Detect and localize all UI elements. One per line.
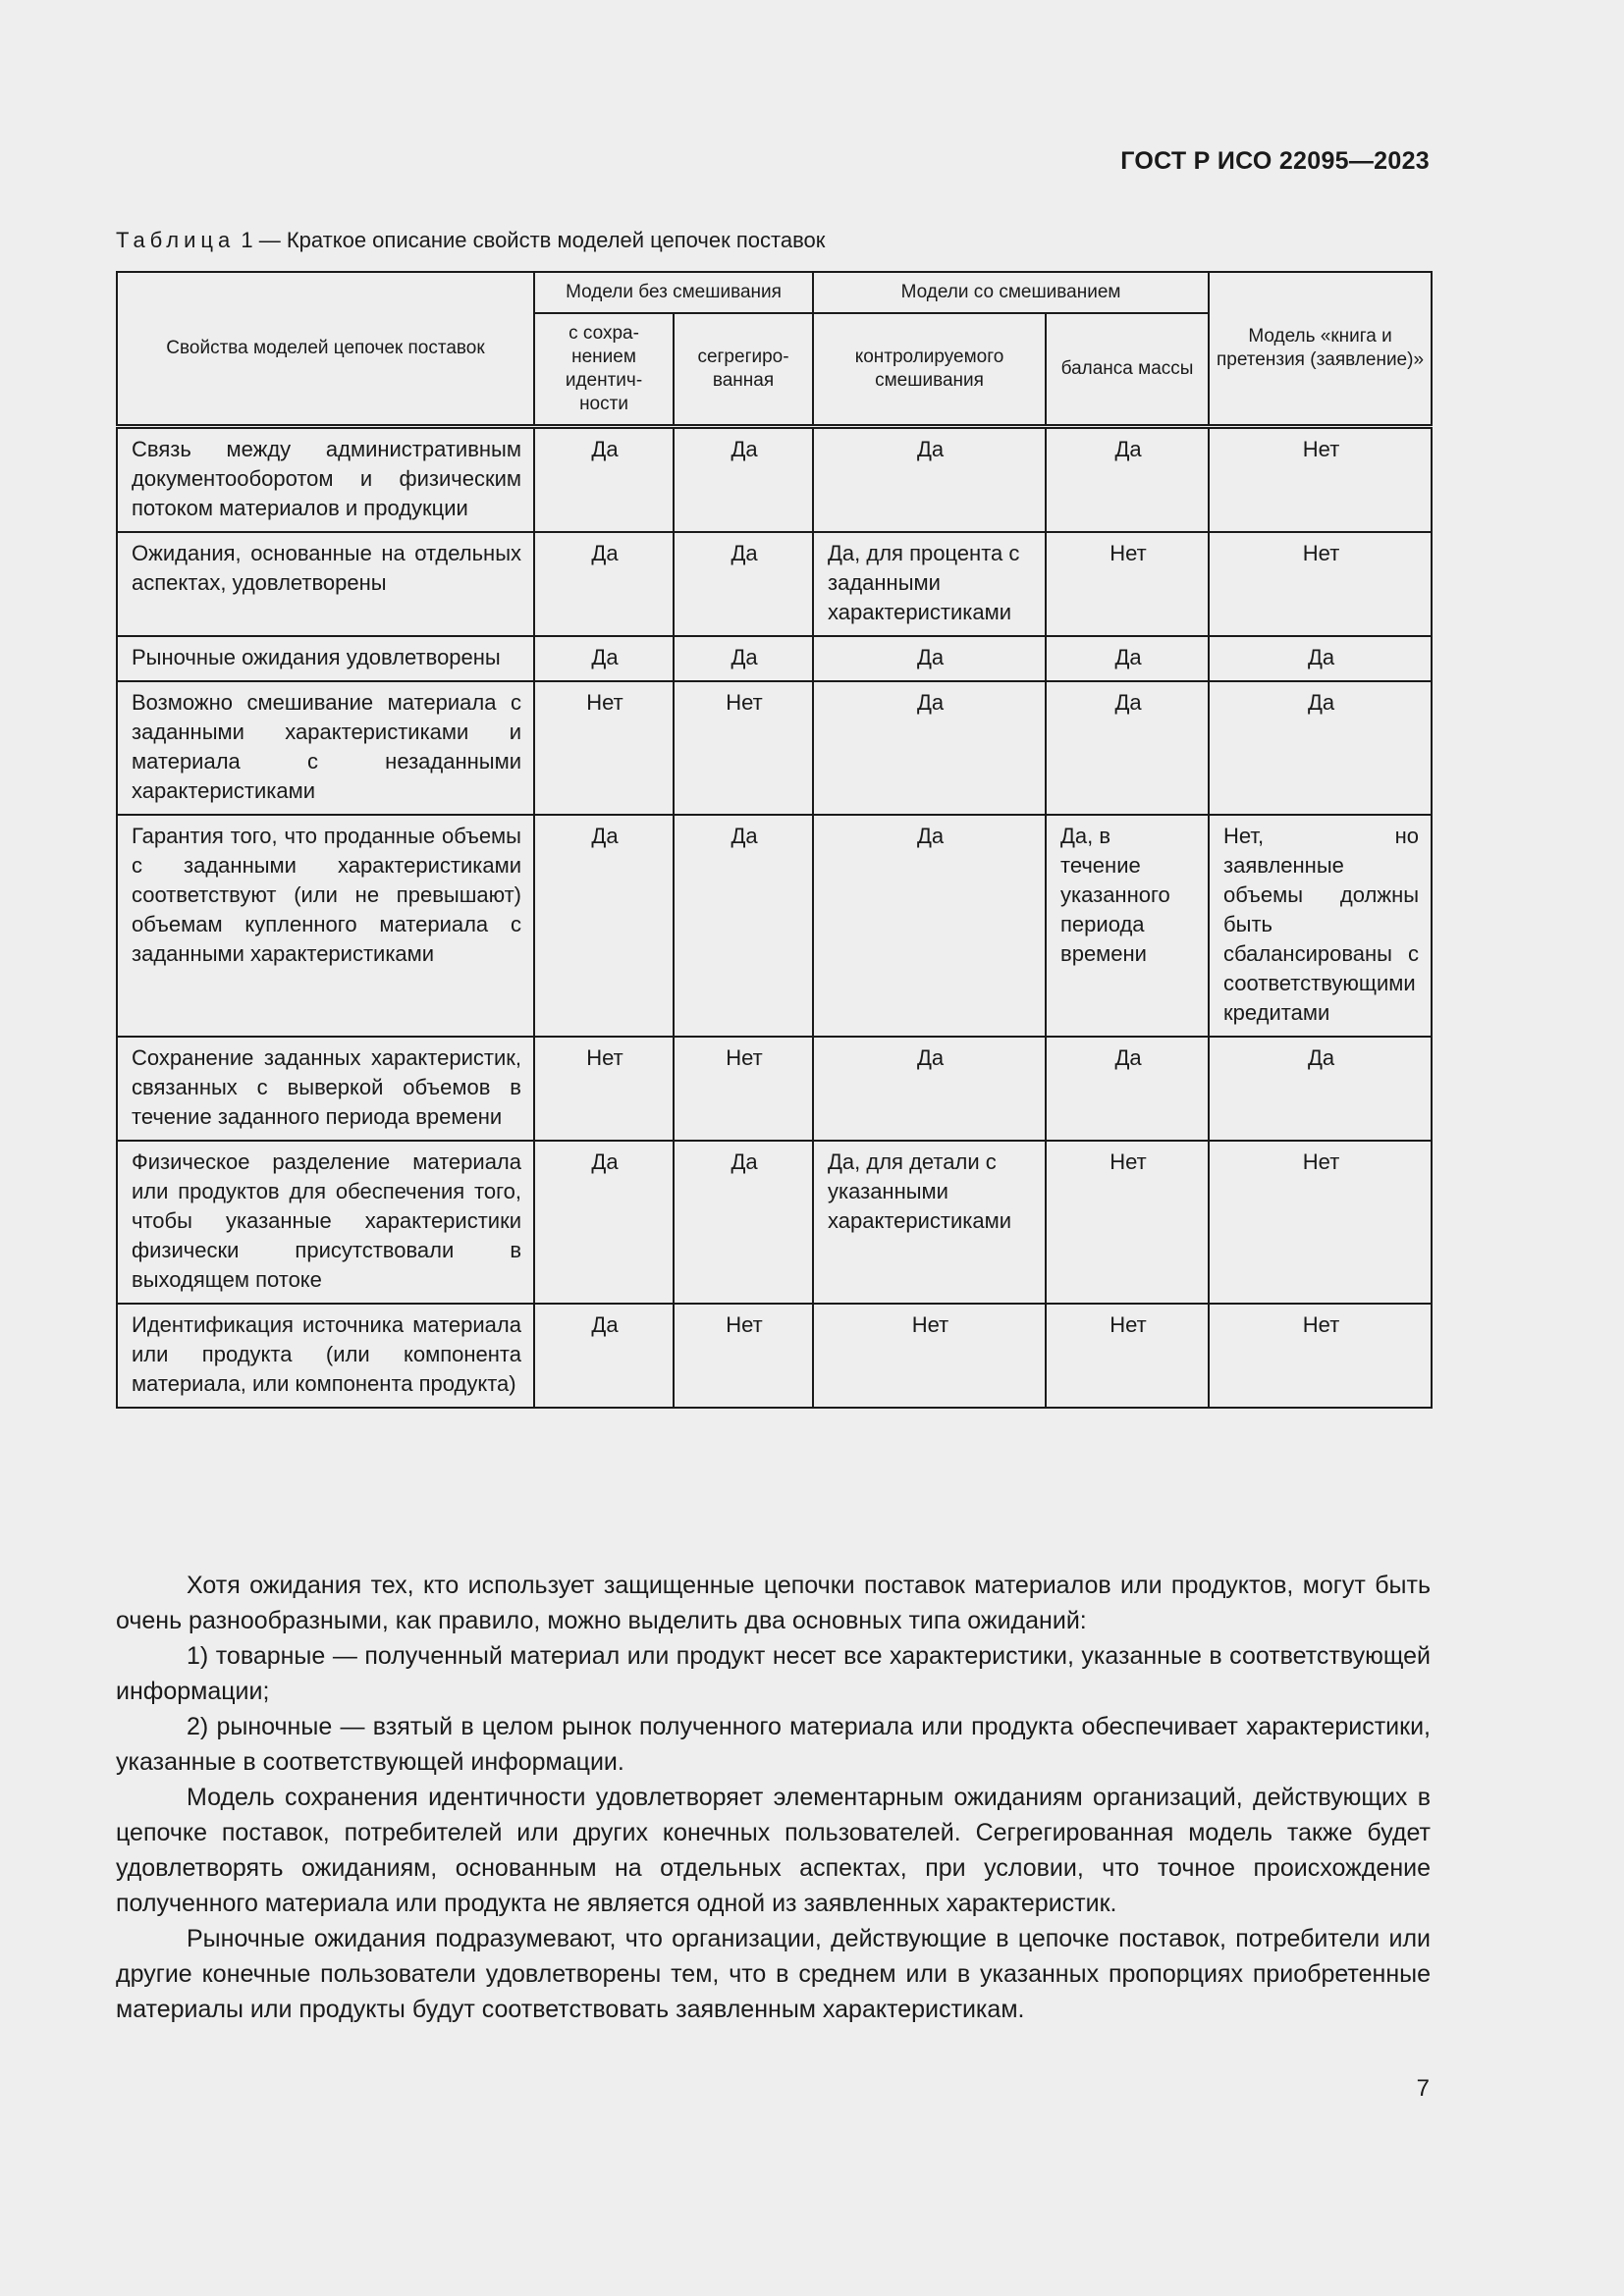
table-caption [116, 228, 825, 253]
cell-value: Да [1209, 681, 1432, 815]
cell-value: Да [1209, 1037, 1432, 1141]
table-row [117, 815, 1432, 1037]
paragraph: 2) рыночные — взятый в целом рынок полученного материала или продукта обеспечивает характеристики, указанные в соответствующей информации. [116, 1713, 1431, 1776]
header-segregated: сегрегиро-ванная [674, 313, 813, 427]
row-property: Гарантия того, что проданные объемы с заданными характеристиками соответствуют (или не превышают) объемам купленного материала с заданными характеристиками [117, 815, 534, 1037]
cell-value: Да [674, 815, 813, 1037]
cell-value: Нет [1209, 532, 1432, 636]
cell-value: Нет [1046, 1141, 1209, 1304]
header-group-no-mixing: Модели без смешивания [534, 272, 813, 313]
cell-value: Да [813, 427, 1046, 533]
table-row [117, 636, 1432, 681]
cell-value: Нет [1046, 532, 1209, 636]
cell-value: Да [674, 636, 813, 681]
cell-value: Да [674, 427, 813, 533]
cell-value: Нет [674, 681, 813, 815]
row-property: Ожидания, основанные на отдельных аспектах, удовлетворены [117, 532, 534, 636]
cell-value: Нет [674, 1037, 813, 1141]
header-book-claim: Модель «книга и претензия (заявление)» [1209, 272, 1432, 427]
cell-value: Нет [1209, 1141, 1432, 1304]
paragraph: Модель сохранения идентичности удовлетворяет элементарным ожиданиям организаций, действующих в цепочке поставок, потребителей или других конечных пользователей. Сегрегированная модель также будет удовлетворять ожиданиям, основанным на отдельных аспектах, при условии, что точное происхождение полученного материала или продукта не является одной из заявленных характеристик. [116, 1784, 1431, 1917]
cell-value: Да [1046, 636, 1209, 681]
header-property: Свойства моделей цепочек поставок [117, 272, 534, 427]
page-number: 7 [1416, 2075, 1430, 2102]
cell-value: Да, в течение указанного периода времени [1046, 815, 1209, 1037]
cell-value: Нет [1209, 1304, 1432, 1408]
table-row [117, 532, 1432, 636]
cell-value: Да [1209, 636, 1432, 681]
cell-value: Да [534, 636, 674, 681]
paragraph: Рыночные ожидания подразумевают, что организации, действующие в цепочке поставок, потребители или другие конечные пользователи удовлетворены тем, что в среднем или в указанных пропорциях приобретенные материалы или продукты будут соответствовать заявленным характеристикам. [116, 1925, 1431, 2023]
cell-value: Да [813, 636, 1046, 681]
header-group-mixing: Модели со смешиванием [813, 272, 1209, 313]
cell-value: Да [813, 815, 1046, 1037]
cell-value: Да [534, 427, 674, 533]
cell-value: Да [534, 815, 674, 1037]
table-caption-text: 1 — Краткое описание свойств моделей цепочек поставок [235, 228, 826, 252]
cell-value: Да [1046, 427, 1209, 533]
cell-value: Нет [1046, 1304, 1209, 1408]
table-caption-prefix: Таблица [116, 228, 236, 252]
header-identity-preserved: с сохра-нением идентич-ности [534, 313, 674, 427]
cell-value: Да [534, 1304, 674, 1408]
cell-value: Нет [1209, 427, 1432, 533]
table-row [117, 1141, 1432, 1304]
cell-value: Да, для детали с указанными характеристиками [813, 1141, 1046, 1304]
table-row [117, 427, 1432, 533]
table-row [117, 1304, 1432, 1408]
header-controlled-mixing: контролируемого смешивания [813, 313, 1046, 427]
row-property: Идентификация источника материала или продукта (или компонента материала, или компонента продукта) [117, 1304, 534, 1408]
row-property: Физическое разделение материала или продуктов для обеспечения того, чтобы указанные характеристики физически присутствовали в выходящем потоке [117, 1141, 534, 1304]
cell-value: Да [1046, 1037, 1209, 1141]
cell-value: Да [534, 532, 674, 636]
table-row [117, 681, 1432, 815]
row-property: Рыночные ожидания удовлетворены [117, 636, 534, 681]
cell-value: Нет [674, 1304, 813, 1408]
cell-value: Да [674, 1141, 813, 1304]
cell-value: Нет [534, 1037, 674, 1141]
cell-value: Нет [813, 1304, 1046, 1408]
cell-value: Нет, но заявленные объемы должны быть сбалансированы с соответствующими кредитами [1209, 815, 1432, 1037]
cell-value: Да [813, 1037, 1046, 1141]
header-mass-balance: баланса массы [1046, 313, 1209, 427]
row-property: Сохранение заданных характеристик, связанных с выверкой объемов в течение заданного периода времени [117, 1037, 534, 1141]
document-header: ГОСТ Р ИСО 22095—2023 [1120, 147, 1430, 175]
paragraph: 1) товарные — полученный материал или продукт несет все характеристики, указанные в соответствующей информации; [116, 1642, 1431, 1705]
cell-value: Да [674, 532, 813, 636]
row-property: Связь между административным документооборотом и физическим потоком материалов и продукции [117, 427, 534, 533]
body-text [116, 1568, 1431, 2027]
table-row [117, 1037, 1432, 1141]
cell-value: Нет [534, 681, 674, 815]
paragraph: Хотя ожидания тех, кто использует защищенные цепочки поставок материалов или продуктов, могут быть очень разнообразными, как правило, можно выделить два основных типа ожиданий: [116, 1572, 1431, 1634]
cell-value: Да [534, 1141, 674, 1304]
cell-value: Да, для процента с заданными характеристиками [813, 532, 1046, 636]
cell-value: Да [813, 681, 1046, 815]
row-property: Возможно смешивание материала с заданными характеристиками и материала с незаданными характеристиками [117, 681, 534, 815]
cell-value: Да [1046, 681, 1209, 815]
properties-table [116, 271, 1433, 1409]
